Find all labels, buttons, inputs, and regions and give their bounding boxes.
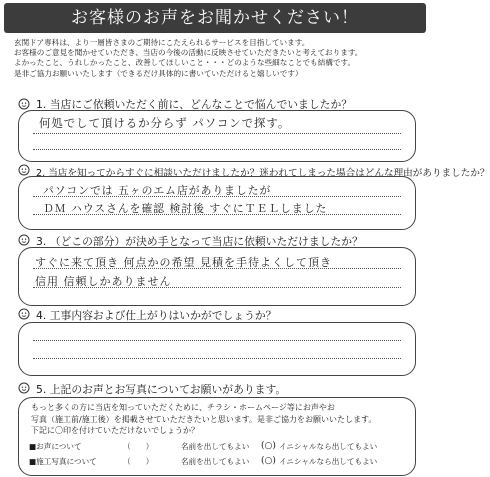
speech-face-icon [17,307,32,321]
question-2-answer-line-1: パソコンでは 五ヶのエム店がありましたが [43,184,272,197]
answer-line [33,149,401,150]
question-2-answer-line-2: ＤＭ ハウスさんを確認 検討後 すぐにＴＥＬしました [43,202,328,215]
speech-face-icon [17,97,32,111]
question-3-label: 3. （どこの部分）が決め手となって当店に依頼いただけましたか？ [36,235,363,248]
speech-face-icon [17,233,32,247]
permission-circle-mark: (○) [261,441,276,451]
permission-circle-mark: (○) [261,456,276,466]
permission-row-label: ■施工写真について [29,457,97,466]
question-5-label: 5. 上記のお声とお写真についてお願いがあります。 [36,383,287,396]
question-1-label: 1. 当店にご依頼いただく前に、どんなことで悩んでいましたか？ [36,98,353,111]
question-2-answer-box [18,176,416,230]
permission-line: もっと多くの方に当店を知っていただくために、チラシ・ホームページ等にお声やお [31,403,335,412]
permission-line: 下記に〇印を付けていただけないでしょうか？ [31,426,199,436]
question-3-answer-line-1: すぐに来て頂き 何点かの希望 見積を手待よくして頂き [35,256,332,269]
permission-option-initial: イニシャルなら出してもよい [279,457,378,466]
intro-line: 玄関ドア専科は、より一層皆さまのご期待にこたえられるサービスを目指しています。 [14,38,310,47]
permission-option-initial: イニシャルなら出してもよい [279,442,378,451]
intro-line: お客様のご意見を聞かせていただき、当店の今後の活動に反映させていただきたいと考えております。 [14,48,363,58]
permission-paren: （ ） [123,457,154,466]
question-1-answer: 何処でして頂けるか分らず パソコンで探す。 [39,116,291,130]
answer-line [33,133,401,134]
permission-paren: （ ） [123,442,154,451]
permission-box [18,397,416,476]
page-title: お客様のお声をお聞かせください！ [71,8,359,28]
speech-face-icon [17,163,32,177]
answer-line [33,358,401,359]
page-title-banner [4,3,426,33]
question-3-answer-box [18,247,416,306]
intro-line: 是非ご協力お願いいたします（できるだけ具体的に書いていただけると嬉しいです） [14,68,303,78]
question-3-answer-line-2: 信用 信頼しかありません [35,275,172,288]
question-4-label: 4. 工事内容および仕上がりはいかがでしょうか？ [36,309,277,322]
permission-option-name: 名前を出してもよい [181,442,250,451]
permission-line: 写真（施工前/施工後）を掲載させていただきたいと思います。是非ご協力をお願いいたします。 [31,414,377,424]
answer-line [33,340,401,341]
permission-option-name: 名前を出してもよい [181,457,250,466]
permission-text [31,402,376,437]
speech-face-icon [17,381,32,395]
question-1-answer-box [18,110,416,162]
question-2-label: 2. 当店を知ってからすぐに相談いただけましたか？迷われてしまった場合はどんな理由がありましたか？ [36,168,490,179]
permission-row-label: ■お声について [29,442,82,451]
question-4-answer-box [18,322,416,376]
intro-line: よかったこと、うれしかったこと、改善してほしいこと・・・どのような些細なことでも結構です。 [14,58,356,68]
intro-text [14,38,424,79]
